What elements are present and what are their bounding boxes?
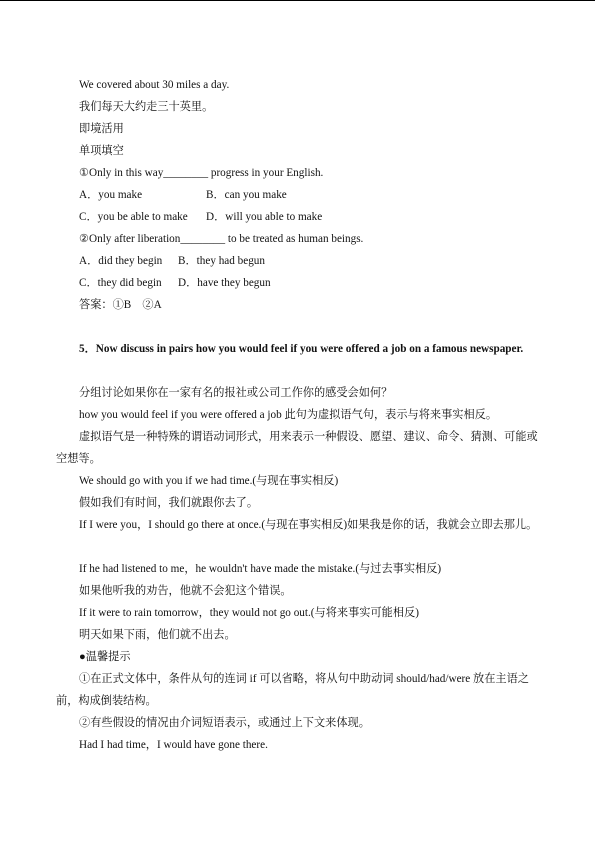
option-d: D．will you able to make: [206, 211, 323, 223]
example-sentence: If it were to rain tomorrow，they would not go out.(与将来事实可能相反): [79, 607, 419, 619]
tip-1: ①在正式文体中，条件从句的连词 if 可以省略，将从句中助动词 should/had/were 放在主语之前，构成倒装结构。: [56, 673, 529, 707]
question-1-options-ab: [79, 188, 287, 202]
example-sentence: If I were you，I should go there at once.(与现在事实相反)如果我是你的话，我就会立即去那儿。: [79, 519, 538, 531]
example-translation: 我们每天大约走三十英里。: [79, 101, 214, 113]
section-5-note: how you would feel if you were offered a job 此句为虚拟语气句，表示与将来事实相反。: [79, 409, 498, 421]
question-2: ②Only after liberation________ to be treated as human beings.: [79, 233, 364, 245]
section-5-translation: 分组讨论如果你在一家有名的报社或公司工作你的感受会如何？: [79, 387, 393, 399]
subjunctive-definition: 虚拟语气是一种特殊的谓语动词形式，用来表示一种假设、愿望、建议、命令、猜测、可能或空想等。: [56, 431, 538, 465]
option-b: B．can you make: [206, 189, 287, 201]
example-translation: 假如我们有时间，我们就跟你去了。: [79, 497, 259, 509]
example-translation: 明天如果下雨，他们就不出去。: [79, 629, 236, 641]
option-a: A．did they begin: [79, 255, 163, 267]
example-sentence: Had I had time，I would have gone there.: [79, 739, 268, 751]
question-1-options-cd: [79, 210, 322, 224]
example-sentence: If he had listened to me，he wouldn't have made the mistake.(与过去事实相反): [79, 563, 442, 575]
option-c: C．you be able to make: [79, 211, 188, 223]
tip-2: ②有些假设的情况由介词短语表示，或通过上下文来体现。: [79, 717, 370, 729]
option-a: A．you make: [79, 189, 143, 201]
question-2-options-cd: [79, 276, 271, 290]
example-translation: 如果他听我的劝告，他就不会犯这个错误。: [79, 585, 292, 597]
example-sentence: We should go with you if we had time.(与现在事实相反): [79, 475, 339, 487]
question-1: ①Only in this way________ progress in your English.: [79, 167, 324, 179]
answer-key: 答案：①B ②A: [79, 299, 162, 311]
section-heading: 即境活用: [79, 123, 124, 135]
tip-heading: ●温馨提示: [79, 651, 131, 663]
option-d: D．have they begun: [178, 277, 271, 289]
section-5-heading: 5．Now discuss in pairs how you would feel if you were offered a job on a famous newspaper.: [79, 343, 524, 355]
exercise-type: 单项填空: [79, 145, 124, 157]
option-b: B．they had begun: [178, 255, 265, 267]
example-sentence: We covered about 30 miles a day.: [79, 79, 230, 91]
question-2-options-ab: [79, 254, 265, 268]
option-c: C．they did begin: [79, 277, 162, 289]
